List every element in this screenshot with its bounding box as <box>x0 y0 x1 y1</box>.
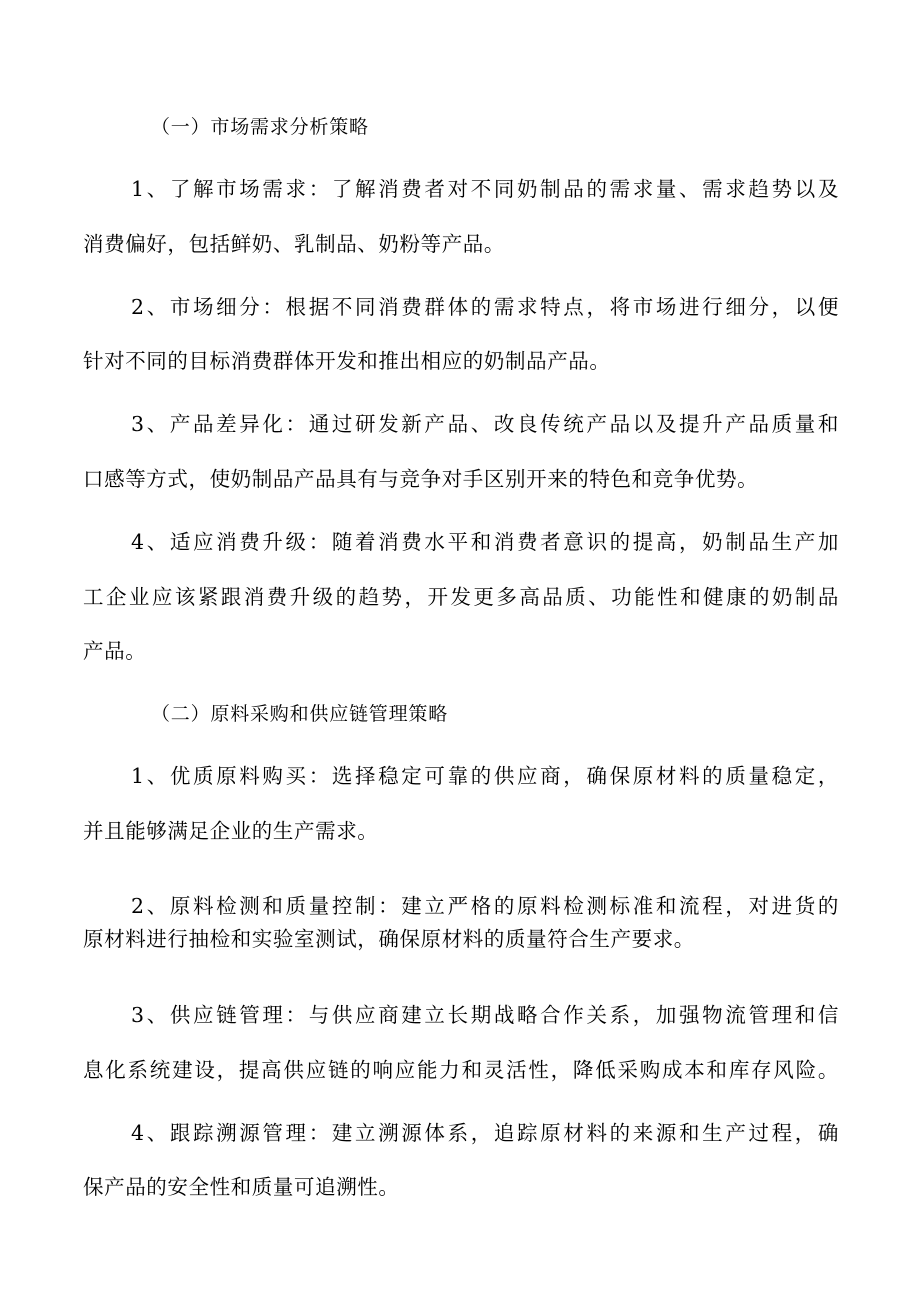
paragraph-2-2-line-1: 2、原料检测和质量控制：建立严格的原料检测标准和流程，对进货的 <box>131 894 839 918</box>
paragraph-2-4-line-1: 4、跟踪溯源管理：建立溯源体系，追踪原材料的来源和生产过程，确 <box>131 1121 839 1145</box>
paragraph-2-4-line-2: 保产品的安全性和质量可追溯性。 <box>83 1175 400 1199</box>
paragraph-1-4-line-1: 4、适应消费升级：随着消费水平和消费者意识的提高，奶制品生产加 <box>131 530 839 554</box>
paragraph-1-4-line-2: 工企业应该紧跟消费升级的趋势，开发更多高品质、功能性和健康的奶制品 <box>83 585 839 609</box>
paragraph-1-1-line-1: 1、了解市场需求：了解消费者对不同奶制品的需求量、需求趋势以及 <box>131 177 839 201</box>
paragraph-1-2-line-2: 针对不同的目标消费群体开发和推出相应的奶制品产品。 <box>83 349 611 373</box>
paragraph-1-1-line-2: 消费偏好，包括鲜奶、乳制品、奶粉等产品。 <box>83 232 505 256</box>
paragraph-2-1-line-2: 并且能够满足企业的生产需求。 <box>83 819 379 843</box>
paragraph-1-2-line-1: 2、市场细分：根据不同消费群体的需求特点，将市场进行细分，以便 <box>131 295 839 319</box>
paragraph-2-2-line-2: 原材料进行抽检和实验室测试，确保原材料的质量符合生产要求。 <box>83 927 695 951</box>
paragraph-2-1-line-1: 1、优质原料购买：选择稳定可靠的供应商，确保原材料的质量稳定， <box>131 764 839 788</box>
paragraph-1-3-line-2: 口感等方式，使奶制品产品具有与竞争对手区别开来的特色和竞争优势。 <box>83 467 759 491</box>
section-heading-2: （二）原料采购和供应链管理策略 <box>151 703 449 725</box>
paragraph-2-3-line-1: 3、供应链管理：与供应商建立长期战略合作关系，加强物流管理和信 <box>131 1003 839 1027</box>
paragraph-2-3-line-2: 息化系统建设，提高供应链的响应能力和灵活性，降低采购成本和库存风险。 <box>83 1058 839 1082</box>
paragraph-1-3-line-1: 3、产品差异化：通过研发新产品、改良传统产品以及提升产品质量和 <box>131 412 839 436</box>
section-heading-1: （一）市场需求分析策略 <box>151 116 369 138</box>
paragraph-1-4-line-3: 产品。 <box>83 639 147 663</box>
